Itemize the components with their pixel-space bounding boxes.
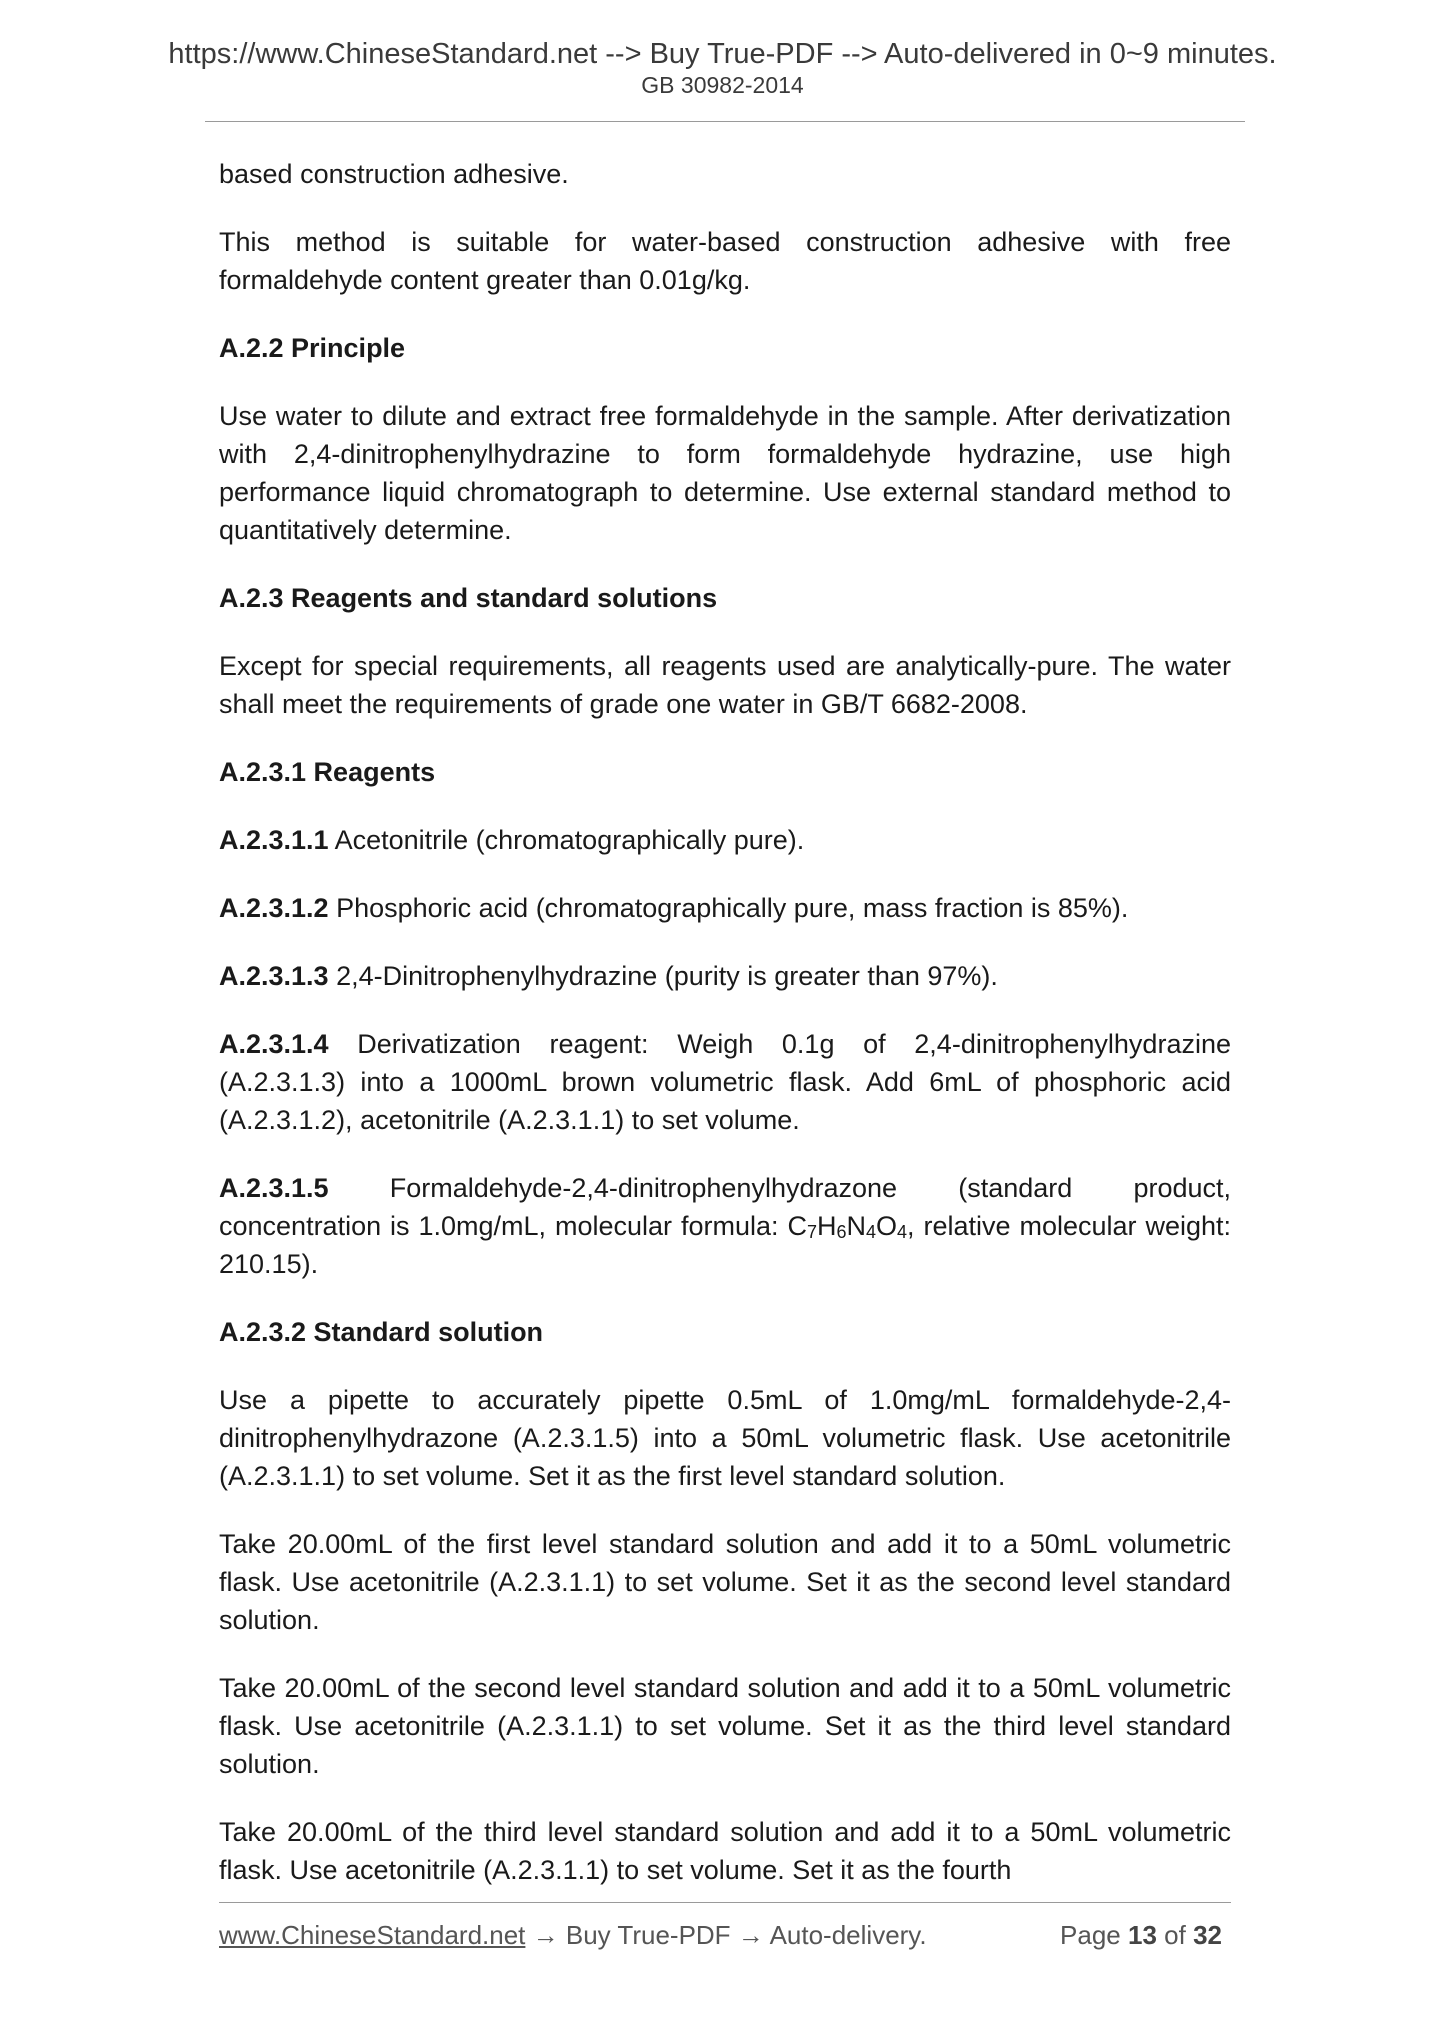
clause-text: 2,4-Dinitrophenylhydrazine (purity is greater than 97%). — [328, 961, 998, 991]
molecular-formula: $C_7H_6N_4O_4$ — [787, 1211, 908, 1242]
clause-text: , relative molecular weight: 210.15). — [219, 1211, 1231, 1279]
clause-number: A.2.3.1.4 — [219, 1029, 329, 1059]
page-body — [219, 155, 1231, 1919]
heading-a23-reagents-solutions: A.2.3 Reagents and standard solutions — [219, 583, 718, 613]
footer-tagline: → Buy True-PDF → Auto-delivery. — [525, 1920, 927, 1950]
document-code: GB 30982-2014 — [641, 72, 804, 98]
reagent-item-formaldehyde-standard — [219, 1169, 1231, 1283]
clause-number: A.2.3.1.1 — [219, 825, 329, 855]
paragraph-first-level-solution: Use a pipette to accurately pipette 0.5mL of 1.0mg/mL formaldehyde-2,4-dinitrophenylhydrazone (A.2.3.1.5) into a 50mL volumetric flask. Use acetonitrile (A.2.3.1.1) to set volume. Set it as the first level standard solution. — [219, 1385, 1231, 1491]
reagent-item-phosphoric-acid — [219, 889, 1231, 927]
footer-divider — [219, 1902, 1231, 1903]
page-number: Page 13 of 32 — [1060, 1920, 1222, 1950]
paragraph-reagent-requirements: Except for special requirements, all reagents used are analytically-pure. The water shall meet the requirements of grade one water in GB/T 6682-2008. — [219, 651, 1231, 719]
paragraph-third-level-solution: Take 20.00mL of the second level standard solution and add it to a 50mL volumetric flask. Use acetonitrile (A.2.3.1.1) to set volume. Set it as the third level standard solution. — [219, 1673, 1231, 1779]
clause-number: A.2.3.1.5 — [219, 1173, 329, 1203]
total-pages: 32 — [1193, 1920, 1222, 1950]
header-divider — [205, 121, 1245, 122]
clause-text: Phosphoric acid (chromatographically pure, mass fraction is 85%). — [328, 893, 1129, 923]
clause-text: Derivatization reagent: Weigh 0.1g of 2,4-dinitrophenylhydrazine (A.2.3.1.3) into a 1000mL brown volumetric flask. Add 6mL of phosphoric acid (A.2.3.1.2), acetonitrile (A.2.3.1.1) to set volume. — [219, 1029, 1231, 1135]
clause-text: Acetonitrile (chromatographically pure). — [328, 825, 805, 855]
paragraph-fourth-level-solution: Take 20.00mL of the third level standard solution and add it to a 50mL volumetric flask. Use acetonitrile (A.2.3.1.1) to set volume. Set it as the fourth — [219, 1817, 1231, 1885]
heading-a232-standard-solution: A.2.3.2 Standard solution — [219, 1317, 544, 1347]
clause-number: A.2.3.1.3 — [219, 961, 329, 991]
paragraph-principle: Use water to dilute and extract free formaldehyde in the sample. After derivatization with 2,4-dinitrophenylhydrazine to form formaldehyde hydrazine, use high performance liquid chromatograph to determine. Use external standard method to quantitatively determine. — [219, 401, 1231, 545]
heading-a231-reagents: A.2.3.1 Reagents — [219, 757, 436, 787]
source-banner: https://www.ChineseStandard.net --> Buy True-PDF --> Auto-delivered in 0~9 minutes. — [168, 38, 1277, 70]
paragraph-second-level-solution: Take 20.00mL of the first level standard solution and add it to a 50mL volumetric flask. Use acetonitrile (A.2.3.1.1) to set volume. Set it as the second level standard solution. — [219, 1529, 1231, 1635]
clause-number: A.2.3.1.2 — [219, 893, 329, 923]
footer-source — [219, 1920, 927, 1951]
current-page: 13 — [1128, 1920, 1157, 1950]
paragraph-continuation: based construction adhesive. — [219, 159, 569, 189]
reagent-item-acetonitrile — [219, 821, 1231, 859]
footer-website-link[interactable]: www.ChineseStandard.net — [219, 1920, 526, 1950]
paragraph-scope: This method is suitable for water-based construction adhesive with free formaldehyde content greater than 0.01g/kg. — [219, 227, 1231, 295]
reagent-item-derivatization-reagent — [219, 1025, 1231, 1139]
clause-text: Formaldehyde-2,4-dinitrophenylhydrazone (standard product, concentration is 1.0mg/mL, molecular formula: — [219, 1173, 1231, 1241]
reagent-item-dinitrophenylhydrazine — [219, 957, 1231, 995]
heading-a22-principle: A.2.2 Principle — [219, 333, 406, 363]
